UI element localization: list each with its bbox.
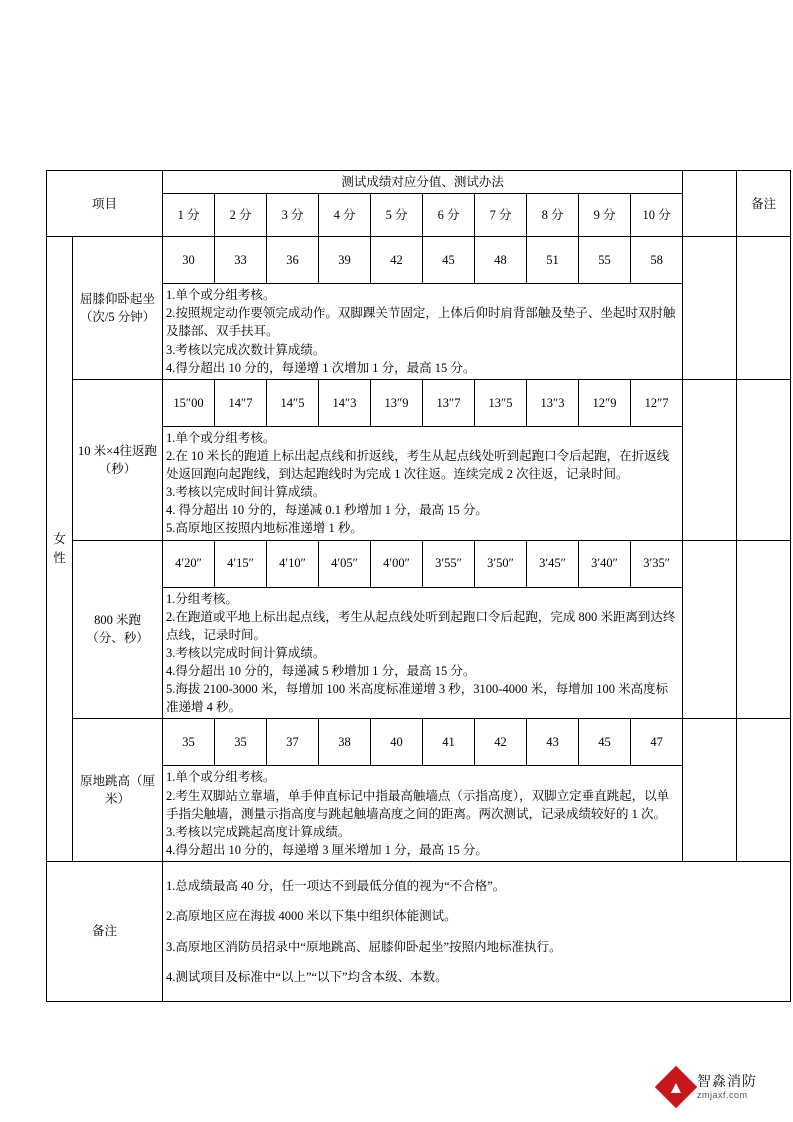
score-label-1: 1 分 <box>163 194 215 237</box>
value-cell: 47 <box>631 719 683 766</box>
score-label-5: 5 分 <box>371 194 423 237</box>
watermark-subtitle: zmjaxf.com <box>697 1090 748 1100</box>
event-description-800m-run <box>163 587 683 719</box>
row-spacer-cell <box>683 379 737 540</box>
desc-line: 1.单个或分组考核。 <box>166 770 276 785</box>
desc-line: 1.分组考核。 <box>166 591 238 606</box>
score-label-8: 8 分 <box>527 194 579 237</box>
desc-line: 2.在跑道或平地上标出起点线，考生从起点线处听到起跑口令后起跑，完成 800 米距离到达终点线，记录时间。 <box>166 609 676 642</box>
value-cell: 58 <box>631 237 683 284</box>
header-remark-label: 备注 <box>737 171 791 237</box>
value-cell: 13″5 <box>475 379 527 426</box>
desc-line: 2.考生双脚站立靠墙，单手伸直标记中指最高触墙点（示指高度），双脚立定垂直跳起，以单手指尖触墙，测量示指高度与跳起触墙高度之间的距离。两次测试，记录成绩较好的 1 次。 <box>166 788 670 821</box>
watermark-logo <box>661 1072 757 1102</box>
desc-line: 4.得分超出 10 分的，每递增 1 次增加 1 分，最高 15 分。 <box>166 360 476 375</box>
value-cell: 4′00″ <box>371 540 423 587</box>
score-label-3: 3 分 <box>267 194 319 237</box>
value-cell: 13″3 <box>527 379 579 426</box>
desc-line: 3.考核以完成次数计算成绩。 <box>166 342 326 357</box>
value-cell: 30 <box>163 237 215 284</box>
watermark-title: 智淼消防 <box>697 1073 757 1090</box>
header-item-label: 项目 <box>47 171 163 237</box>
value-cell: 4′20″ <box>163 540 215 587</box>
desc-line: 2.在 10 米长的跑道上标出起点线和折返线，考生从起点线处听到起跑口令后起跑，在折返线处返回跑向起跑线，到达起跑线时为完成 1 次往返。连续完成 2 次往返，记录时间。 <box>166 448 670 481</box>
table-header-row-1 <box>47 171 791 194</box>
value-cell: 48 <box>475 237 527 284</box>
value-cell: 4′15″ <box>215 540 267 587</box>
value-cell: 43 <box>527 719 579 766</box>
value-cell: 14″7 <box>215 379 267 426</box>
value-cell: 12″7 <box>631 379 683 426</box>
desc-line: 3.考核以完成时间计算成绩。 <box>166 645 326 660</box>
footer-line: 1.总成绩最高 40 分，任一项达不到最低分值的视为“不合格”。 <box>166 878 506 893</box>
footer-remark-label: 备注 <box>47 862 163 1002</box>
row-remark-cell <box>737 237 791 380</box>
value-cell: 4′10″ <box>267 540 319 587</box>
desc-line: 3.考核以完成跳起高度计算成绩。 <box>166 824 351 839</box>
value-cell: 38 <box>319 719 371 766</box>
fitness-standard-table <box>46 170 791 1002</box>
header-spacer-cell <box>683 171 737 237</box>
value-cell: 3′35″ <box>631 540 683 587</box>
value-cell: 51 <box>527 237 579 284</box>
row-remark-cell <box>737 379 791 540</box>
value-cell: 12″9 <box>579 379 631 426</box>
value-cell: 41 <box>423 719 475 766</box>
desc-line: 4. 得分超出 10 分的，每递减 0.1 秒增加 1 分，最高 15 分。 <box>166 503 488 518</box>
row-remark-cell <box>737 719 791 862</box>
gender-label-text: 女性 <box>53 532 66 566</box>
event-name-vertical-jump: 原地跳高（厘米） <box>73 719 163 862</box>
value-cell: 13″7 <box>423 379 475 426</box>
desc-line: 5.海拔 2100-3000 米，每增加 100 米高度标准递增 3 秒，3100-4000 米，每增加 100 米高度标准递增 4 秒。 <box>166 682 669 715</box>
value-cell: 40 <box>371 719 423 766</box>
score-label-10: 10 分 <box>631 194 683 237</box>
value-cell: 45 <box>579 719 631 766</box>
value-cell: 39 <box>319 237 371 284</box>
value-cell: 45 <box>423 237 475 284</box>
desc-line: 1.单个或分组考核。 <box>166 288 276 303</box>
desc-line: 2.按照规定动作要领完成动作。双脚踝关节固定，上体后仰时肩背部触及垫子、坐起时双肘触及膝部、双手扶耳。 <box>166 306 676 339</box>
table-row <box>47 237 791 284</box>
value-cell: 35 <box>215 719 267 766</box>
footer-line: 3.高原地区消防员招录中“原地跳高、屈膝仰卧起坐”按照内地标准执行。 <box>166 939 562 954</box>
value-cell: 55 <box>579 237 631 284</box>
header-score-section-title: 测试成绩对应分值、测试办法 <box>163 171 683 194</box>
value-cell: 33 <box>215 237 267 284</box>
footer-remark-body <box>163 862 791 1002</box>
value-cell: 4′05″ <box>319 540 371 587</box>
score-label-9: 9 分 <box>579 194 631 237</box>
row-spacer-cell <box>683 719 737 862</box>
value-cell: 14″3 <box>319 379 371 426</box>
event-name-situp: 屈膝仰卧起坐（次/5 分钟） <box>73 237 163 380</box>
score-label-6: 6 分 <box>423 194 475 237</box>
value-cell: 14″5 <box>267 379 319 426</box>
desc-line: 4.得分超出 10 分的，每递减 5 秒增加 1 分，最高 15 分。 <box>166 664 476 678</box>
value-cell: 37 <box>267 719 319 766</box>
table-row <box>47 540 791 587</box>
desc-line: 3.考核以完成时间计算成绩。 <box>166 485 326 500</box>
value-cell: 42 <box>371 237 423 284</box>
score-label-2: 2 分 <box>215 194 267 237</box>
value-cell: 13″9 <box>371 379 423 426</box>
gender-label-female <box>47 237 73 862</box>
row-remark-cell <box>737 540 791 719</box>
event-description-shuttle-run <box>163 426 683 540</box>
event-description-vertical-jump <box>163 766 683 862</box>
value-cell: 3′55″ <box>423 540 475 587</box>
desc-line: 4.得分超出 10 分的，每递增 3 厘米增加 1 分，最高 15 分。 <box>166 842 488 857</box>
event-name-shuttle-run: 10 米×4往返跑（秒） <box>73 379 163 540</box>
row-spacer-cell <box>683 540 737 719</box>
footer-line: 2.高原地区应在海拔 4000 米以下集中组织体能测试。 <box>166 909 457 924</box>
table-row <box>47 379 791 426</box>
value-cell: 3′45″ <box>527 540 579 587</box>
event-name-800m-run: 800 米跑（分、秒） <box>73 540 163 719</box>
watermark-text <box>697 1073 757 1101</box>
flame-logo-icon <box>655 1066 697 1108</box>
value-cell: 35 <box>163 719 215 766</box>
value-cell: 3′40″ <box>579 540 631 587</box>
event-description-situp <box>163 284 683 380</box>
footer-remark-row <box>47 862 791 1002</box>
logo-mark-glyph: ▲ <box>667 1077 685 1097</box>
desc-line: 5.高原地区按照内地标准递增 1 秒。 <box>166 521 363 536</box>
table-row <box>47 719 791 766</box>
value-cell: 3′50″ <box>475 540 527 587</box>
value-cell: 15″00 <box>163 379 215 426</box>
score-label-7: 7 分 <box>475 194 527 237</box>
footer-line: 4.测试项目及标准中“以上”“以下”均含本级、本数。 <box>166 970 448 985</box>
value-cell: 42 <box>475 719 527 766</box>
row-spacer-cell <box>683 237 737 380</box>
desc-line: 1.单个或分组考核。 <box>166 430 276 445</box>
score-label-4: 4 分 <box>319 194 371 237</box>
value-cell: 36 <box>267 237 319 284</box>
